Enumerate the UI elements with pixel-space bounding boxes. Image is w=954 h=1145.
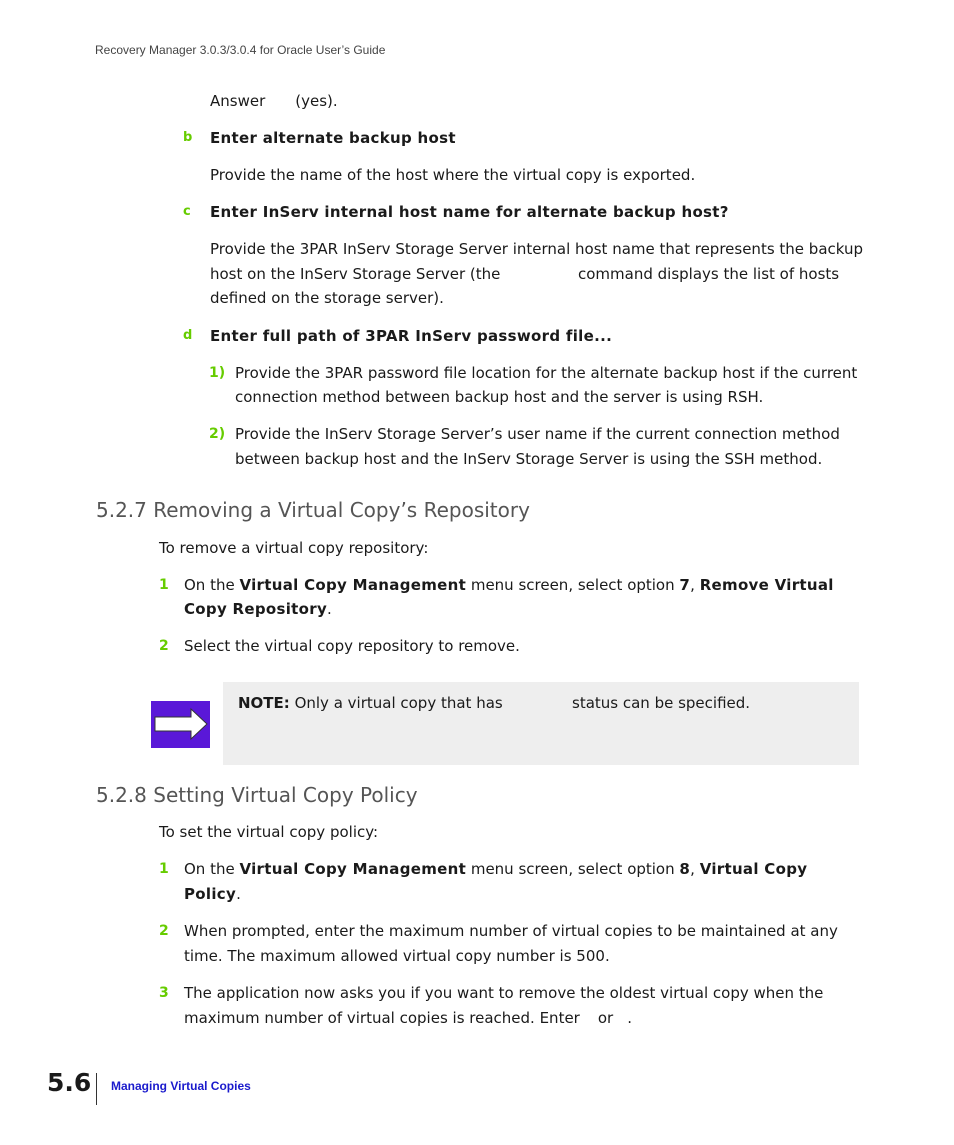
substep-text-c-line2b: command displays the list of hosts	[578, 265, 840, 283]
step-text-527-1-cont: Copy Repository.	[184, 600, 332, 618]
substep-text-c-line1: Provide the 3PAR InServ Storage Server internal host name that represents the backup	[210, 240, 864, 258]
substep-title-c: Enter InServ internal host name for alternate backup host?	[210, 203, 729, 221]
step-number: 2	[159, 923, 169, 939]
step-text-528-2-line2: time. The maximum allowed virtual copy number is 500.	[184, 947, 610, 965]
substep-text-c-line3: defined on the storage server).	[210, 289, 444, 307]
step-text-528-1: On the Virtual Copy Management menu screen, select option 8, Virtual Copy	[184, 860, 808, 878]
step-text-528-3-line2: maximum number of virtual copies is reached. Enter or .	[184, 1009, 632, 1027]
substep-text-c-line2a: host on the InServ Storage Server (the	[210, 265, 501, 283]
chapter-link[interactable]: Managing Virtual Copies	[111, 1079, 251, 1093]
list-item-line: between backup host and the InServ Storage Server is using the SSH method.	[235, 450, 823, 468]
list-item-line: Provide the InServ Storage Server’s user name if the current connection method	[235, 425, 840, 443]
running-header: Recovery Manager 3.0.3/3.0.4 for Oracle User’s Guide	[95, 43, 386, 57]
page-number: 5.6	[47, 1068, 92, 1097]
substep-label-c: c	[183, 204, 191, 219]
step-number: 1	[159, 577, 169, 593]
list-item-line: connection method between backup host and the server is using RSH.	[235, 388, 764, 406]
footer-divider	[96, 1073, 97, 1105]
section-intro-527: To remove a virtual copy repository:	[159, 539, 429, 557]
note-text-end: status can be specified.	[572, 694, 751, 712]
list-item-line: Provide the 3PAR password file location for the alternate backup host if the current	[235, 364, 858, 382]
step-text-528-2-line1: When prompted, enter the maximum number of virtual copies to be maintained at any	[184, 922, 838, 940]
step-number: 2	[159, 638, 169, 654]
step-text-528-1-cont: Policy.	[184, 885, 241, 903]
section-heading-528: 5.2.8 Setting Virtual Copy Policy	[96, 783, 418, 807]
substep-label-d: d	[183, 328, 193, 343]
note-arrow-icon	[151, 701, 210, 748]
substep-text-b: Provide the name of the host where the virtual copy is exported.	[210, 166, 696, 184]
section-heading-527: 5.2.7 Removing a Virtual Copy’s Repository	[96, 498, 530, 522]
step-text-527-2: Select the virtual copy repository to remove.	[184, 637, 520, 655]
step-text-528-3-line1: The application now asks you if you want to remove the oldest virtual copy when the	[184, 984, 824, 1002]
note-text: NOTE: Only a virtual copy that has	[238, 694, 503, 712]
section-intro-528: To set the virtual copy policy:	[159, 823, 379, 841]
answer-line: Answer (yes).	[210, 92, 338, 110]
substep-title-b: Enter alternate backup host	[210, 129, 456, 147]
substep-title-d: Enter full path of 3PAR InServ password file...	[210, 327, 613, 345]
substep-label-b: b	[183, 130, 193, 145]
step-number: 3	[159, 985, 169, 1001]
step-number: 1	[159, 861, 169, 877]
step-text-527-1: On the Virtual Copy Management menu screen, select option 7, Remove Virtual	[184, 576, 834, 594]
list-item-label: 1)	[209, 365, 226, 381]
list-item-label: 2)	[209, 426, 226, 442]
